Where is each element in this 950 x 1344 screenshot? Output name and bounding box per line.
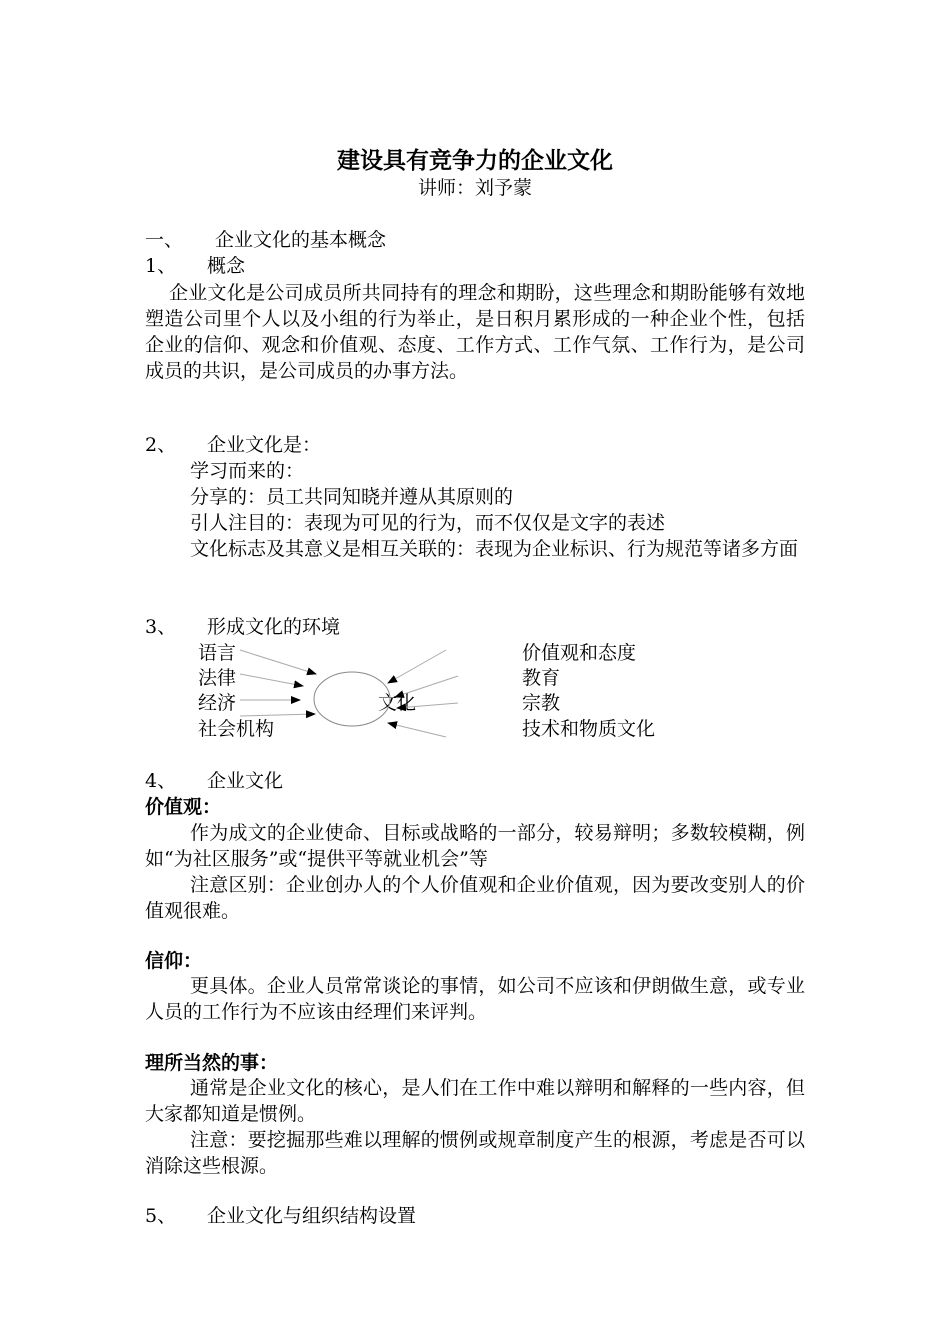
left-factor: 社会机构 — [198, 718, 275, 740]
item-5-number: 5、 — [145, 1205, 177, 1227]
arrow-line — [395, 676, 458, 697]
right-factor: 教育 — [522, 667, 561, 689]
assumptions-paragraph: 通常是企业文化的核心，是人们在工作中难以辩明和解释的一些内容，但大家都知道是惯例。 — [145, 1077, 805, 1125]
arrow-line — [397, 703, 458, 708]
section-1-number: 一、 — [145, 229, 184, 251]
values-paragraph: 注意区别：企业创办人的个人价值观和企业价值观，因为要改变别人的价值观很难。 — [145, 874, 805, 922]
item-2-point: 学习而来的： — [190, 460, 305, 482]
assumptions-heading: 理所当然的事： — [145, 1052, 279, 1074]
item-2-title: 企业文化是： — [207, 434, 322, 456]
assumptions-paragraph: 注意：要挖掘那些难以理解的惯例或规章制度产生的根源，考虑是否可以消除这些根源。 — [145, 1129, 805, 1177]
culture-ellipse — [314, 672, 390, 726]
left-factor: 法律 — [198, 667, 237, 689]
item-1-paragraph: 企业文化是公司成员所共同持有的理念和期盼，这些理念和期盼能够有效地塑造公司里个人以及小组的行为举止，是日积月累形成的一种企业个性，包括企业的信仰、观念和价值观、态度、工作方式、工作气氛、工作行为，是公司成员的共识，是公司成员的办事方法。 — [145, 282, 805, 382]
beliefs-heading: 信仰： — [145, 950, 203, 972]
item-1-title: 概念 — [207, 255, 246, 277]
left-factor: 经济 — [198, 692, 237, 714]
item-2-point: 引人注目的：表现为可见的行为，而不仅仅是文字的表述 — [190, 512, 666, 534]
item-3-title: 形成文化的环境 — [207, 616, 341, 638]
item-2-point: 文化标志及其意义是相互关联的：表现为企业标识、行为规范等诸多方面 — [190, 538, 799, 560]
right-factor: 技术和物质文化 — [522, 718, 656, 740]
left-factor: 语言 — [198, 642, 237, 664]
values-paragraph: 作为成文的企业使命、目标或战略的一部分，较易辩明；多数较模糊，例如“为社区服务”或“提供平等就业机会”等 — [145, 822, 805, 870]
arrow-line — [240, 650, 316, 674]
values-heading: 价值观： — [145, 796, 222, 818]
document-title: 建设具有竞争力的企业文化 — [337, 147, 613, 174]
beliefs-paragraph: 更具体。企业人员常常谈论的事情，如公司不应该和伊朗做生意，或专业人员的工作行为不应该由经理们来评判。 — [145, 975, 805, 1023]
section-1-title: 企业文化的基本概念 — [215, 229, 387, 251]
arrow-line — [240, 714, 315, 716]
item-5-heading — [145, 1203, 416, 1229]
item-3-number: 3、 — [145, 616, 177, 638]
lecturer-line: 讲师：刘予蒙 — [417, 177, 532, 199]
item-4-number: 4、 — [145, 770, 177, 792]
right-factor: 价值观和态度 — [522, 642, 637, 664]
item-4-heading — [145, 768, 283, 794]
item-2-number: 2、 — [145, 434, 177, 456]
arrow-line — [388, 650, 446, 683]
item-5-title: 企业文化与组织结构设置 — [207, 1205, 417, 1227]
item-4-title: 企业文化 — [207, 770, 284, 792]
right-factor: 宗教 — [522, 692, 561, 714]
arrow-line — [388, 723, 446, 737]
item-1-number: 1、 — [145, 255, 177, 277]
culture-center-label: 文化 — [378, 692, 417, 714]
arrow-line — [240, 674, 303, 686]
item-2-point: 分享的：员工共同知晓并遵从其原则的 — [190, 486, 514, 508]
